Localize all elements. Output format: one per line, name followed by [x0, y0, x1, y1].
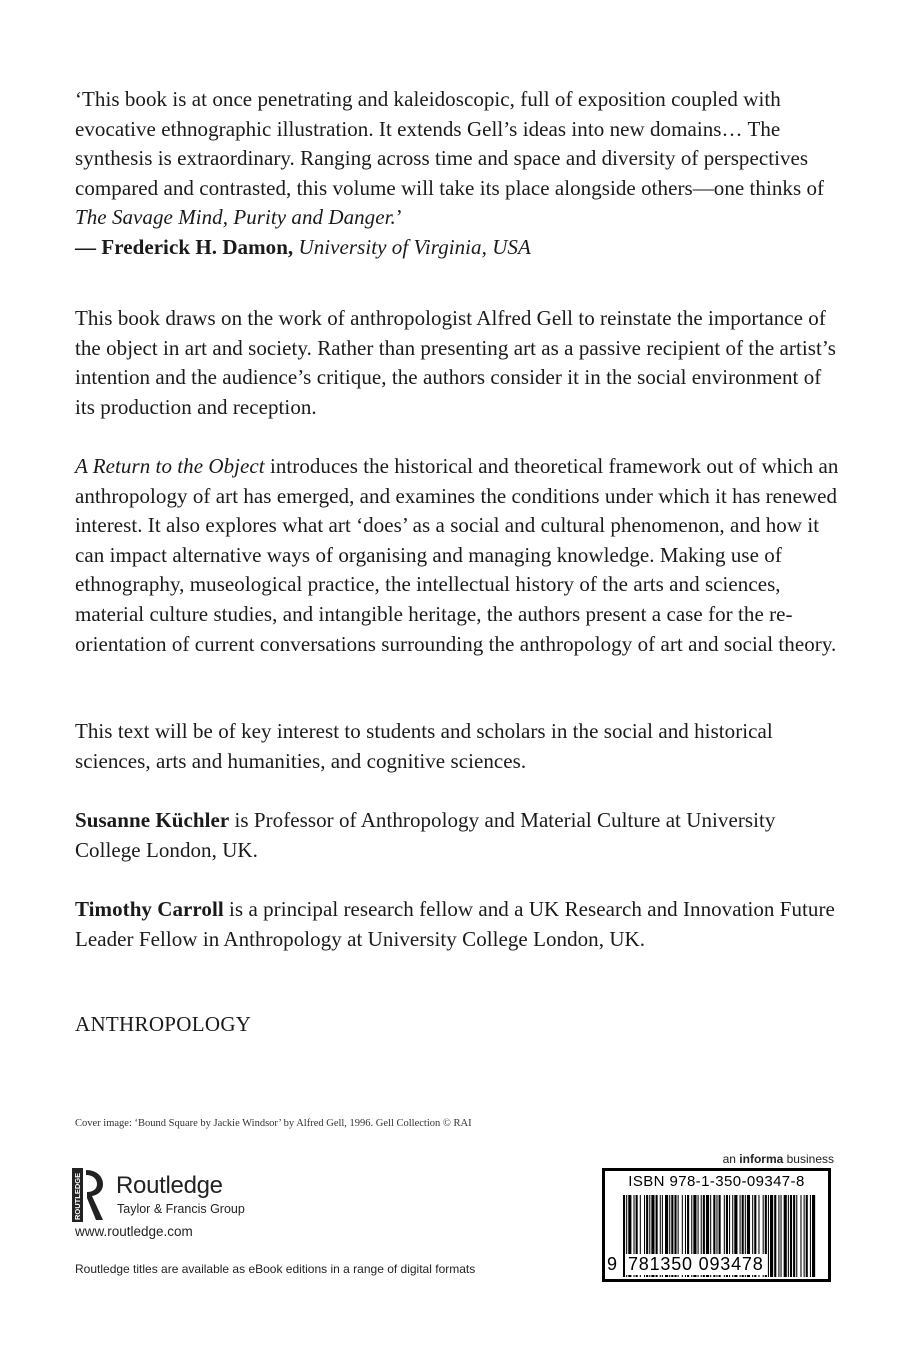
description-paragraph-1 [75, 304, 845, 422]
barcode-bar [770, 1195, 773, 1277]
barcode-bar [768, 1195, 769, 1277]
barcode-bar [800, 1195, 801, 1277]
book-title: A Return to the Object [75, 454, 265, 478]
author-bio-text: is Professor of Anthropology and Material Culture at University College London, UK. [75, 808, 776, 862]
publisher-name: Routledge [116, 1172, 223, 1199]
routledge-logo-icon [72, 1168, 106, 1222]
barcode-digit-first: 9 [607, 1254, 618, 1274]
quote-text: ‘This book is at once penetrating and kaleidoscopic, full of exposition coupled with evocative ethnographic illustration. It extends Gell’s ideas into new domains… The synthesis is extraordinary. Ranging across time and space and diversity of perspectives compared and contrasted, this volume will take its place alongside others—one thinks of [75, 87, 825, 200]
barcode-bar [804, 1195, 805, 1277]
cover-image-credit: Cover image: ‘Bound Square by Jackie Windsor’ by Alfred Gell, 1996. Gell Collection © RAI [75, 1118, 472, 1129]
informa-prefix: an [722, 1152, 740, 1166]
ebook-formats-note: Routledge titles are available as eBook editions in a range of digital formats [75, 1262, 476, 1276]
publisher-website-link[interactable]: www.routledge.com [75, 1224, 193, 1239]
barcode-bar [774, 1195, 776, 1277]
quote-close-mark: ’ [395, 205, 403, 230]
subject-category: ANTHROPOLOGY [75, 1012, 252, 1036]
attribution-affiliation: University of Virginia, USA [298, 234, 531, 259]
author-bio-2 [75, 895, 845, 954]
informa-suffix: business [783, 1152, 834, 1166]
informa-brand: informa [739, 1152, 784, 1166]
barcode-bar [796, 1195, 797, 1277]
logo-vertical-text: ROUTLEDGE [73, 1172, 82, 1220]
author-name: Susanne Küchler [75, 808, 230, 832]
description-paragraph-3 [75, 717, 845, 776]
barcode-digit-rest: 781350 093478 [625, 1254, 767, 1275]
barcode-bar [788, 1195, 789, 1277]
author-bio-1 [75, 806, 845, 865]
isbn-label: ISBN 978-1-350-09347-8 [628, 1173, 805, 1190]
barcode-bar [810, 1195, 811, 1277]
quote-cited-titles: The Savage Mind, Purity and Danger. [75, 205, 396, 230]
barcode-bar [806, 1195, 808, 1277]
barcode-bar [778, 1195, 779, 1277]
quote-attribution [75, 233, 845, 263]
author-bio-text: is a principal research fellow and a UK Research and Innovation Future Leader Fellow in Anthropology at University College London, UK. [75, 897, 835, 951]
barcode-bar [790, 1195, 792, 1277]
description-text-2: introduces the historical and theoretical framework out of which an anthropology of art has emerged, and examines the conditions under which it has renewed interest. It also explores what art ‘does’ as a social and cultural phenomenon, and how it can impact alternative ways of organising and managing knowledge. Making use of ethnography, museological practice, the intellectual history of the arts and sciences, material culture studies, and intangible heritage, the authors present a case for the re-orientation of current conversations surrounding the anthropology of art and social theory. [75, 454, 839, 656]
description-text-1: This book draws on the work of anthropologist Alfred Gell to reinstate the importance of the object in art and society. Rather than presenting art as a passive recipient of the artist’s intention and the audience’s critique, the authors consider it in the social environment of its production and reception. [75, 306, 836, 419]
publisher-logo [72, 1168, 302, 1224]
description-text-3: This text will be of key interest to students and scholars in the social and historical sciences, arts and humanities, and cognitive sciences. [75, 719, 773, 773]
isbn-barcode [602, 1168, 831, 1282]
informa-tagline [723, 1152, 834, 1166]
attribution-name: — Frederick H. Damon, [75, 234, 294, 259]
description-paragraph-2 [75, 452, 845, 659]
author-name: Timothy Carroll [75, 897, 224, 921]
praise-quote [75, 85, 845, 263]
barcode-bar [781, 1195, 782, 1277]
barcode-bar [793, 1195, 795, 1277]
barcode-bar [812, 1195, 815, 1277]
barcode-bar [784, 1195, 787, 1277]
publisher-group: Taylor & Francis Group [117, 1202, 245, 1216]
